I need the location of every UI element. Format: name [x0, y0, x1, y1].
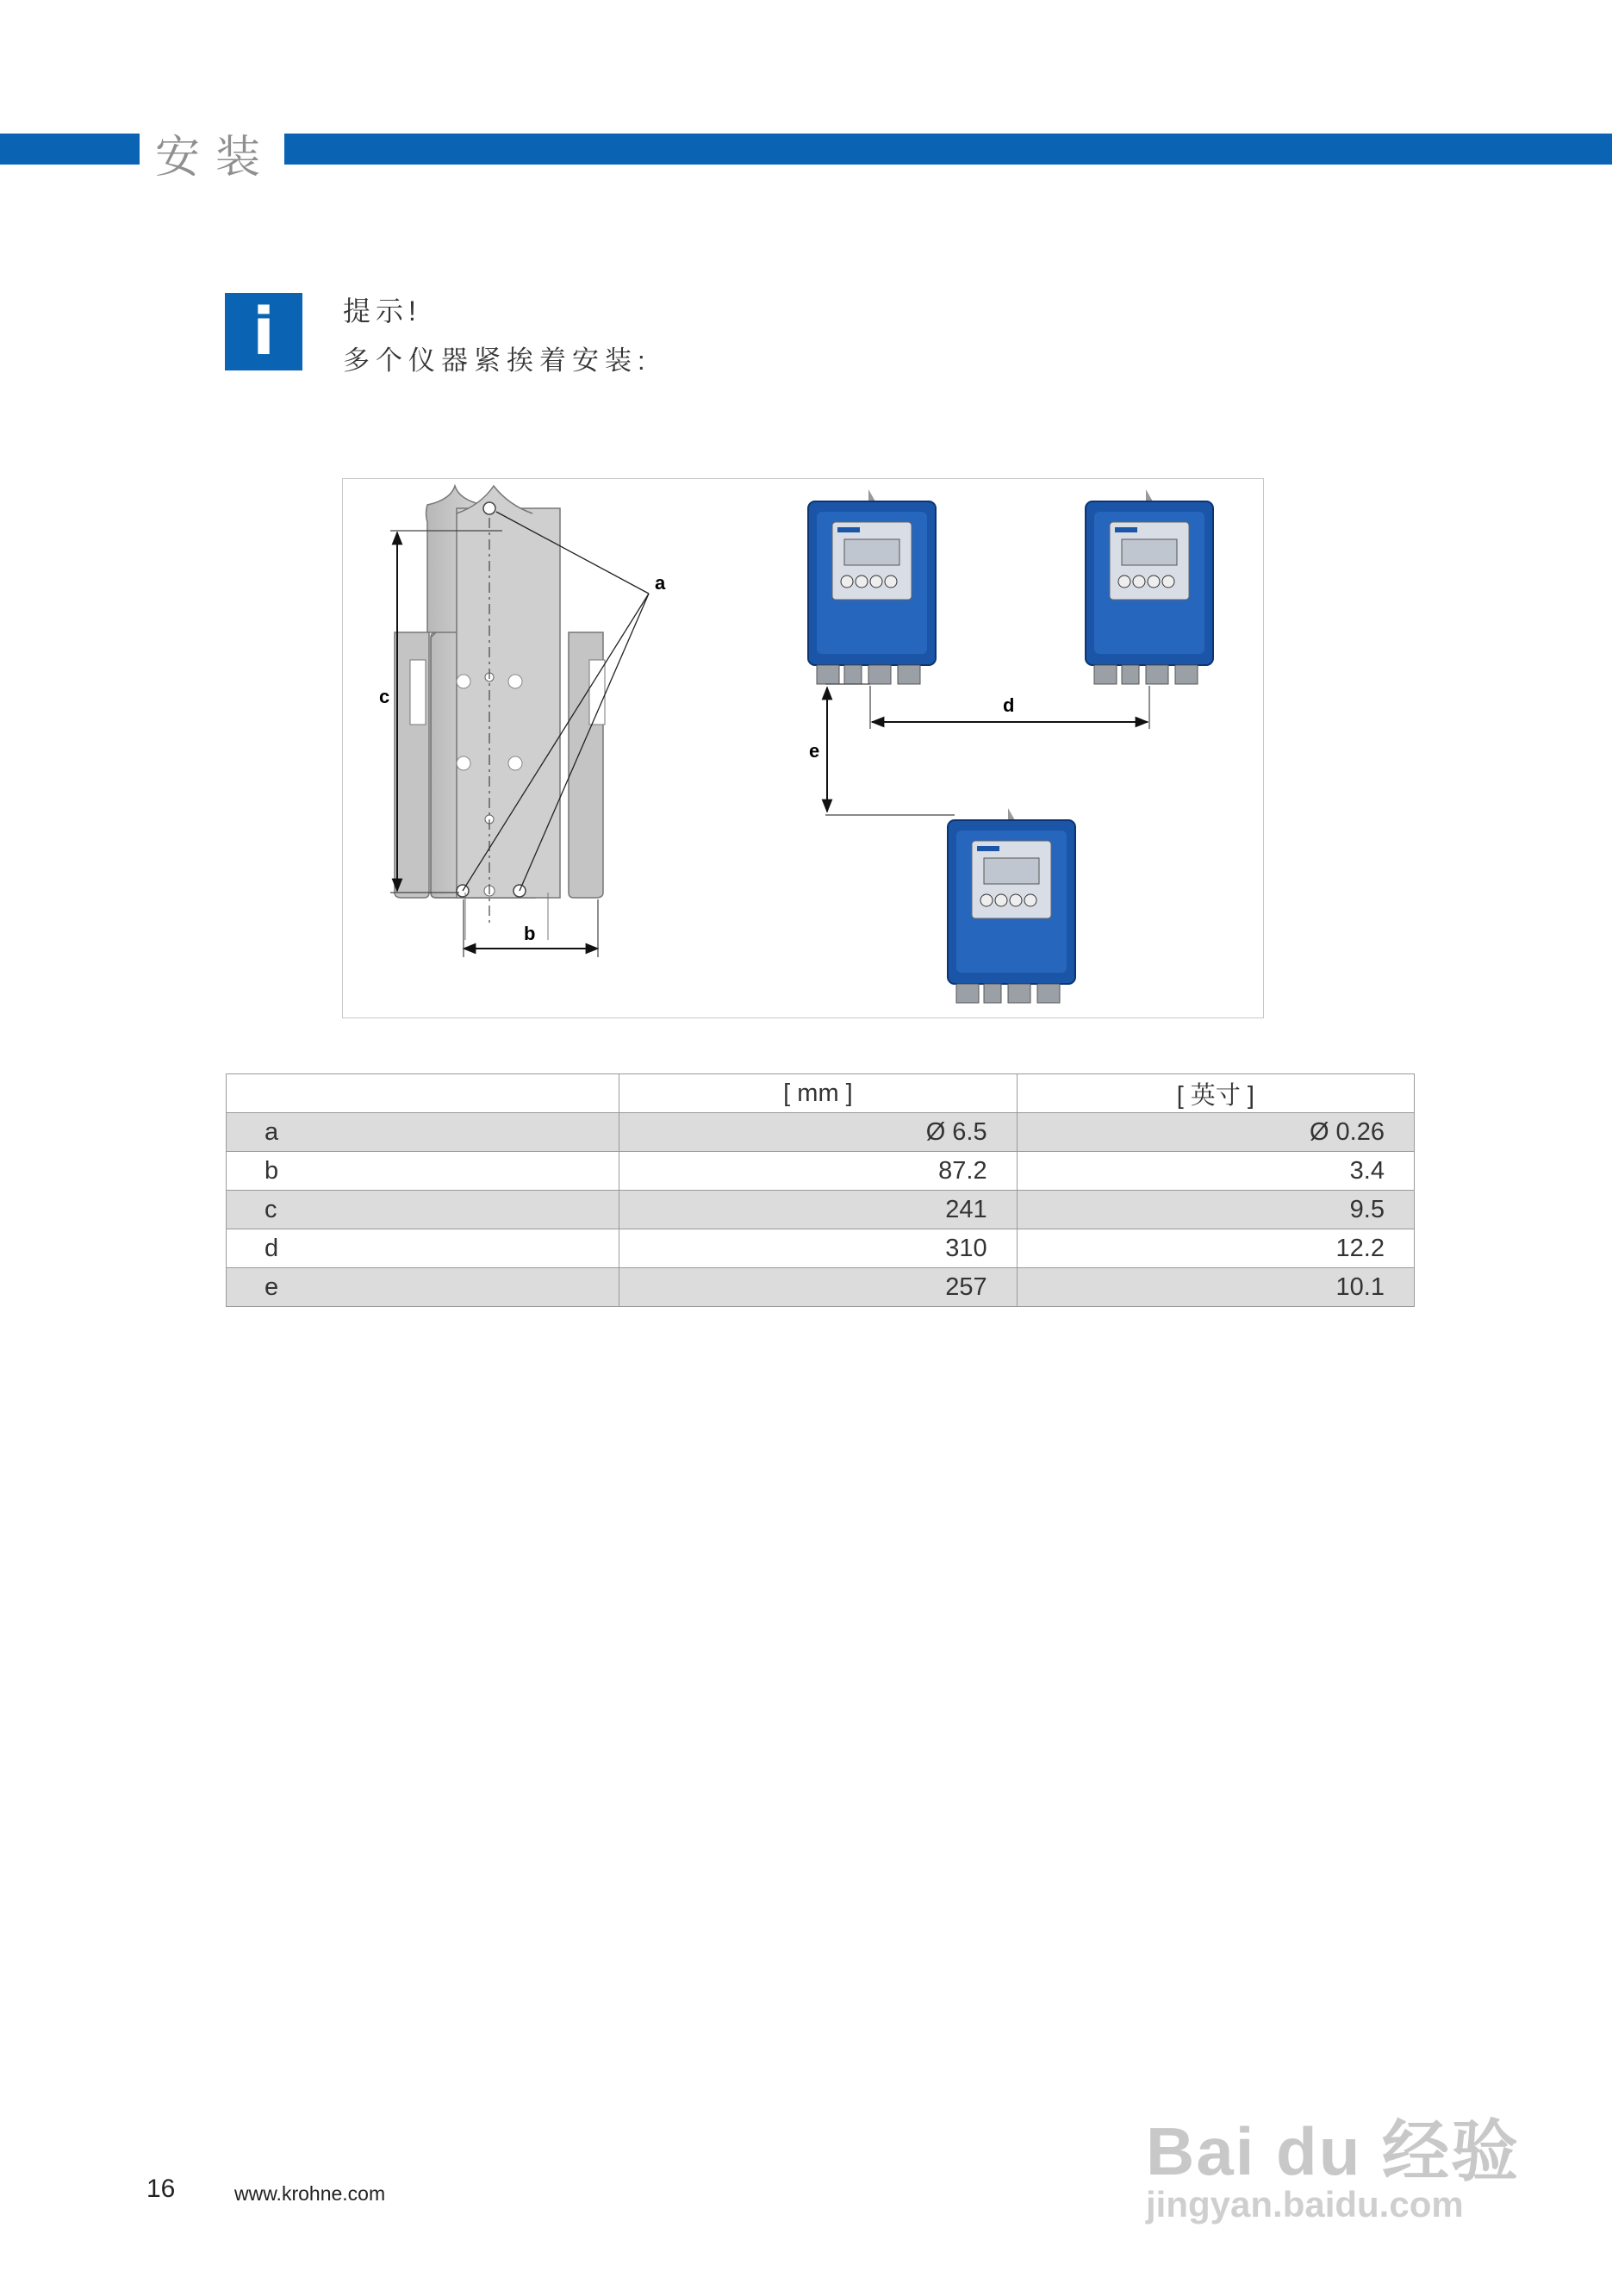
table-row	[227, 1268, 1415, 1307]
note-text: 多个仪器紧挨着安装:	[343, 345, 651, 376]
label-d: d	[1003, 694, 1015, 716]
header-bar-left	[0, 134, 140, 165]
device-top-right	[1086, 489, 1213, 684]
section-title: 安装	[155, 132, 277, 184]
table-header	[227, 1074, 619, 1113]
table-row	[227, 1152, 1415, 1191]
label-a: a	[655, 572, 666, 594]
row-label: a	[227, 1113, 619, 1152]
product-name: IFC 100	[1373, 268, 1466, 296]
value-mm: 87.2	[619, 1152, 1017, 1191]
mounting-figure	[342, 478, 1264, 1018]
page-number: 16	[146, 2175, 176, 2203]
device-top-left	[808, 489, 936, 684]
label-c: c	[379, 686, 390, 707]
row-label: e	[227, 1268, 619, 1307]
table-row	[227, 1113, 1415, 1152]
value-inch: 3.4	[1017, 1152, 1414, 1191]
row-label: b	[227, 1152, 619, 1191]
dimension-e	[809, 684, 955, 815]
table-header: [ 英寸 ]	[1017, 1074, 1414, 1113]
table-row	[227, 1191, 1415, 1229]
label-b: b	[524, 923, 536, 944]
info-icon: i	[225, 293, 302, 370]
dimension-b	[464, 899, 598, 957]
website-link[interactable]: www.krohne.com	[234, 2182, 386, 2205]
row-label: d	[227, 1229, 619, 1268]
mounting-plate	[395, 486, 605, 940]
dimensions-table	[226, 1073, 1415, 1307]
note-title: 提示!	[343, 296, 421, 327]
watermark-brand: Bai du 经验	[1146, 2113, 1521, 2189]
mounting-drawing	[343, 479, 1263, 1017]
value-mm: 241	[619, 1191, 1017, 1229]
value-inch: 10.1	[1017, 1268, 1414, 1307]
table-header-row	[227, 1074, 1415, 1113]
value-mm: 257	[619, 1268, 1017, 1307]
value-inch: 9.5	[1017, 1191, 1414, 1229]
device-bottom	[948, 808, 1075, 1003]
table-header: [ mm ]	[619, 1074, 1017, 1113]
value-inch: 12.2	[1017, 1229, 1414, 1268]
value-inch: Ø 0.26	[1017, 1113, 1414, 1152]
row-label: c	[227, 1191, 619, 1229]
dimension-d	[870, 686, 1149, 729]
table-row	[227, 1229, 1415, 1268]
header-bar-right	[284, 134, 1612, 296]
watermark-url: jingyan.baidu.com	[1146, 2184, 1464, 2224]
label-e: e	[809, 740, 820, 762]
value-mm: Ø 6.5	[619, 1113, 1017, 1152]
value-mm: 310	[619, 1229, 1017, 1268]
